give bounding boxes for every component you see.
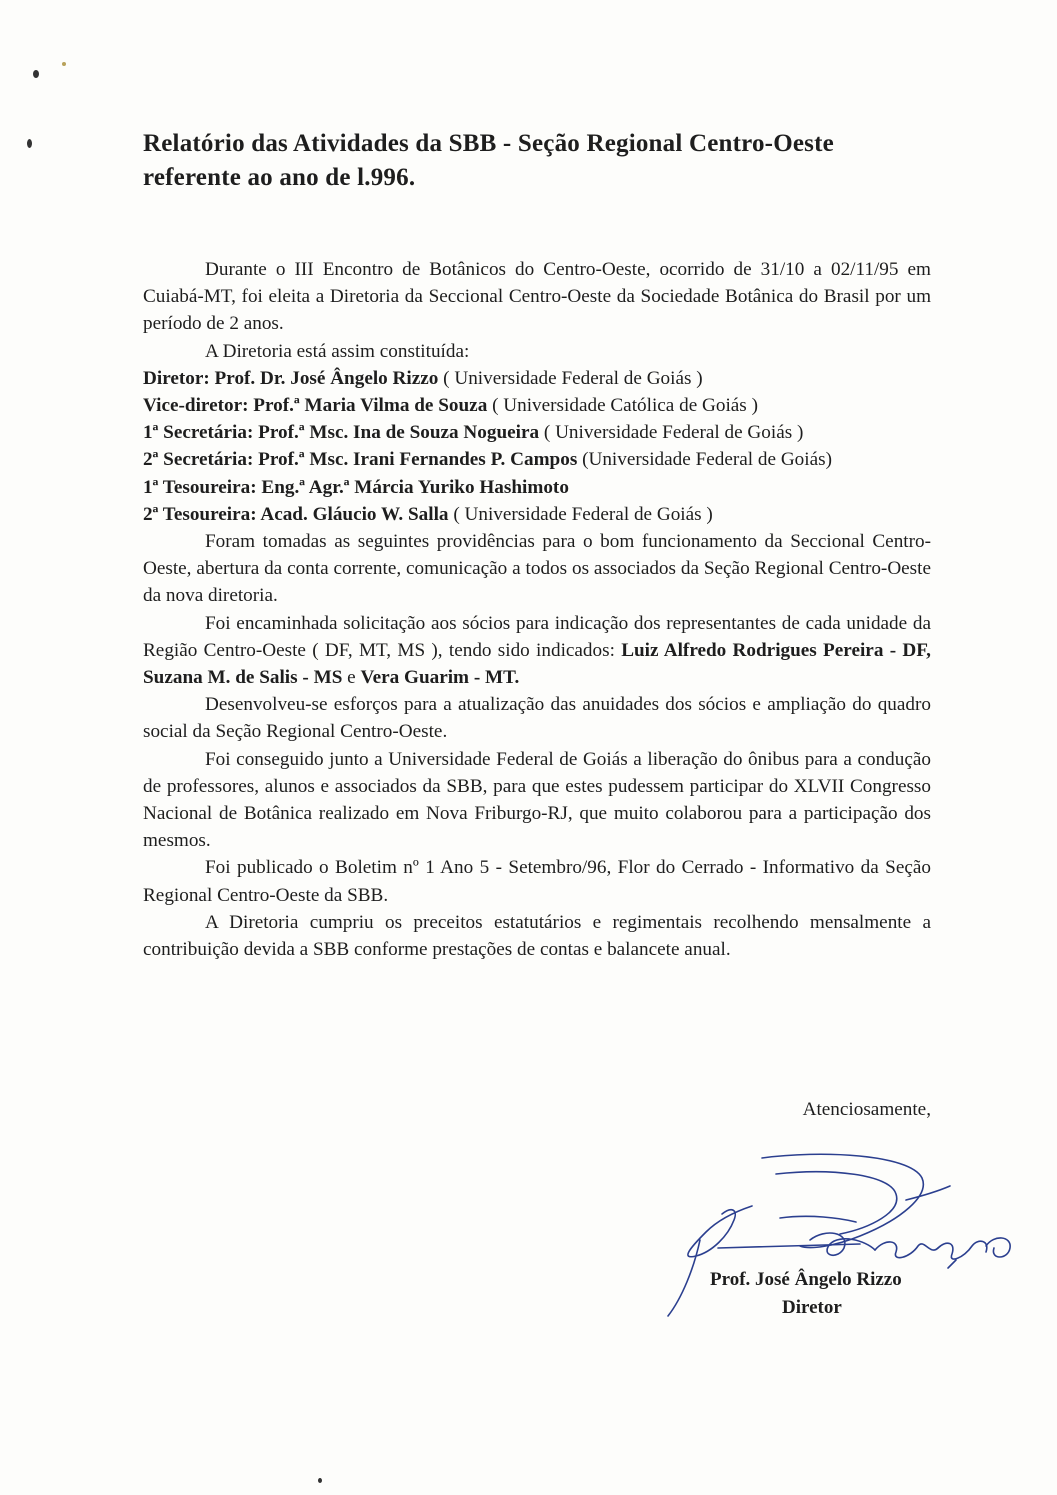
board-member-second-treasurer [143,501,931,528]
signatory-role: Diretor [782,1297,842,1318]
member-institution: ( Universidade Católica de Goiás ) [487,395,758,417]
scan-speck [318,1478,322,1483]
board-member-first-treasurer [143,474,931,501]
title-line-2: referente ao ano de l.996. [143,164,416,191]
member-institution: ( Universidade Federal de Goiás ) [438,367,703,389]
member-role-name: Vice-diretor: Prof.ª Maria Vilma de Souza [143,395,488,417]
member-role-name: 2ª Secretária: Prof.ª Msc. Irani Fernandes P. Campos [143,449,578,471]
bulletin-paragraph: Foi publicado o Boletim nº 1 Ano 5 - Setembro/96, Flor do Cerrado - Informativo da Seção Regional Centro-Oeste da SBB. [143,857,931,906]
representatives-text: Foi encaminhada solicitação aos sócios para indicação dos representantes de cada unidade da Região Centro-Oeste ( DF, MT, MS ), tendo sido indicados: [143,612,931,661]
dues-paragraph: Desenvolveu-se esforços para a atualização das anuidades dos sócios e ampliação do quadro social da Seção Regional Centro-Oeste. [143,694,931,743]
report-body [143,256,931,963]
report-title [143,127,943,195]
board-intro: A Diretoria está assim constituída: [205,340,470,362]
closing-salutation: Atenciosamente, [802,1099,931,1120]
member-institution: ( Universidade Federal de Goiás ) [539,422,804,444]
representatives-paragraph [143,610,931,692]
bus-paragraph: Foi conseguido junto a Universidade Federal de Goiás a liberação do ônibus para a condução de professores, alunos e associados da SBB, para que estes pudessem participar do XLVII Congresso Nacional de Botânica realizado em Nova Friburgo-RJ, que muito colaborou para a participação dos mesmos. [143,748,931,852]
title-line-1: Relatório das Atividades da SBB - Seção Regional Centro-Oeste [143,130,834,157]
scan-speck [33,70,39,78]
member-role-name: 1ª Tesoureira: Eng.ª Agr.ª Márcia Yuriko Hashimoto [143,476,569,498]
representatives-names: Luiz Alfredo Rodrigues Pereira - DF, Suzana M. de Salis - MS [143,639,931,689]
member-role-name: 1ª Secretária: Prof.ª Msc. Ina de Souza Nogueira [143,422,540,444]
measures-paragraph: Foram tomadas as seguintes providências para o bom funcionamento da Seccional Centro-Oeste, abertura da conta corrente, comunicação a todos os associados da Seção Regional Centro-Oeste da nova diretoria. [143,531,931,607]
board-member-director [143,365,931,392]
intro-paragraph: Durante o III Encontro de Botânicos do Centro-Oeste, ocorrido de 31/10 a 02/11/95 em Cuiabá-MT, foi eleita a Diretoria da Seccional Centro-Oeste da Sociedade Botânica do Brasil por um período de 2 anos. [143,259,931,335]
member-institution: (Universidade Federal de Goiás) [577,449,832,471]
scan-speck [62,62,66,66]
board-member-vice-director [143,392,931,419]
member-institution: ( Universidade Federal de Goiás ) [448,503,713,525]
representative-mt: Vera Guarim - MT. [360,667,520,689]
member-role-name: Diretor: Prof. Dr. José Ângelo Rizzo [143,367,439,389]
board-member-first-secretary [143,419,931,446]
board-member-second-secretary [143,446,931,473]
signatory-name: Prof. José Ângelo Rizzo [710,1269,902,1290]
statutory-paragraph: A Diretoria cumpriu os preceitos estatutários e regimentais recolhendo mensalmente a contribuição devida a SBB conforme prestações de contas e balancete anual. [143,911,931,961]
member-role-name: 2ª Tesoureira: Acad. Gláucio W. Salla [143,503,449,525]
scan-speck [27,139,32,148]
conjunction: e [342,667,361,689]
